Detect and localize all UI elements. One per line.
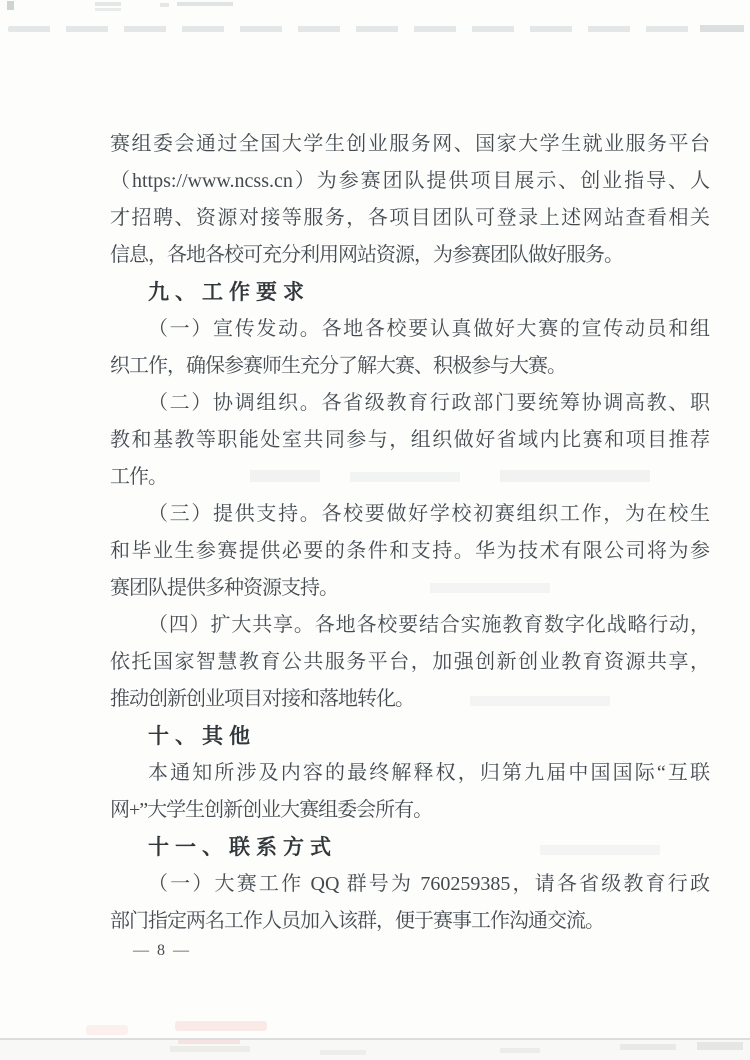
text-line: 和毕业生参赛提供必要的条件和支持。华为技术有限公司将为参 bbox=[110, 540, 710, 562]
text-line: 本通知所涉及内容的最终解释权，归第九届中国国际“互联 bbox=[148, 762, 710, 784]
text-line: 才招聘、资源对接等服务，各项目团队可登录上述网站查看相关 bbox=[110, 207, 710, 229]
text-line: 赛组委会通过全国大学生创业服务网、国家大学生就业服务平台 bbox=[110, 133, 710, 155]
text-line: 信息，各地各校可充分利用网站资源，为参赛团队做好服务。 bbox=[110, 244, 623, 266]
scan-artifact bbox=[320, 1050, 366, 1055]
text-line: 教和基教等职能处室共同参与，组织做好省域内比赛和项目推荐 bbox=[110, 429, 710, 451]
text-line: （一）大赛工作 QQ 群号为 760259385，请各省级教育行政 bbox=[148, 873, 710, 895]
scan-artifact bbox=[8, 26, 744, 32]
scan-artifact bbox=[175, 1021, 267, 1031]
scan-artifact bbox=[86, 1025, 128, 1035]
scan-artifact bbox=[7, 1, 14, 10]
document-lines bbox=[110, 126, 710, 940]
page-number: — 8 — bbox=[133, 942, 191, 959]
text-line: 推动创新创业项目对接和落地转化。 bbox=[110, 688, 414, 710]
scan-artifact bbox=[620, 1044, 676, 1050]
text-line: （https://www.ncss.cn）为参赛团队提供项目展示、创业指导、人 bbox=[110, 170, 710, 192]
text-line: 网+”大学生创新创业大赛组委会所有。 bbox=[110, 799, 433, 821]
text-line: （三）提供支持。各校要做好学校初赛组织工作，为在校生 bbox=[148, 503, 710, 525]
scan-artifact bbox=[170, 1046, 250, 1052]
text-line: 部门指定两名工作人员加入该群，便于赛事工作沟通交流。 bbox=[110, 910, 604, 932]
scan-artifact bbox=[95, 2, 121, 6]
text-line: 工作。 bbox=[110, 466, 167, 488]
scan-artifact bbox=[95, 8, 121, 11]
scan-artifact bbox=[700, 25, 744, 32]
scan-artifact bbox=[697, 1042, 743, 1050]
text-line: 赛团队提供多种资源支持。 bbox=[110, 577, 338, 599]
text-line: （二）协调组织。各省级教育行政部门要统筹协调高教、职 bbox=[148, 392, 710, 414]
scan-artifact bbox=[160, 3, 169, 7]
text-line: （四）扩大共享。各地各校要结合实施教育数字化战略行动， bbox=[148, 614, 710, 636]
text-line: （一）宣传发动。各地各校要认真做好大赛的宣传动员和组 bbox=[148, 318, 710, 340]
scan-artifact bbox=[178, 1040, 240, 1044]
scan-artifact bbox=[177, 2, 233, 6]
scan-artifact bbox=[500, 1048, 540, 1053]
section-heading: 十、其他 bbox=[148, 725, 256, 748]
section-heading: 九、工作要求 bbox=[148, 281, 310, 304]
text-line: 织工作，确保参赛师生充分了解大赛、积极参与大赛。 bbox=[110, 355, 566, 377]
text-line: 依托国家智慧教育公共服务平台，加强创新创业教育资源共享， bbox=[110, 651, 710, 673]
section-heading: 十一、联系方式 bbox=[148, 836, 337, 859]
